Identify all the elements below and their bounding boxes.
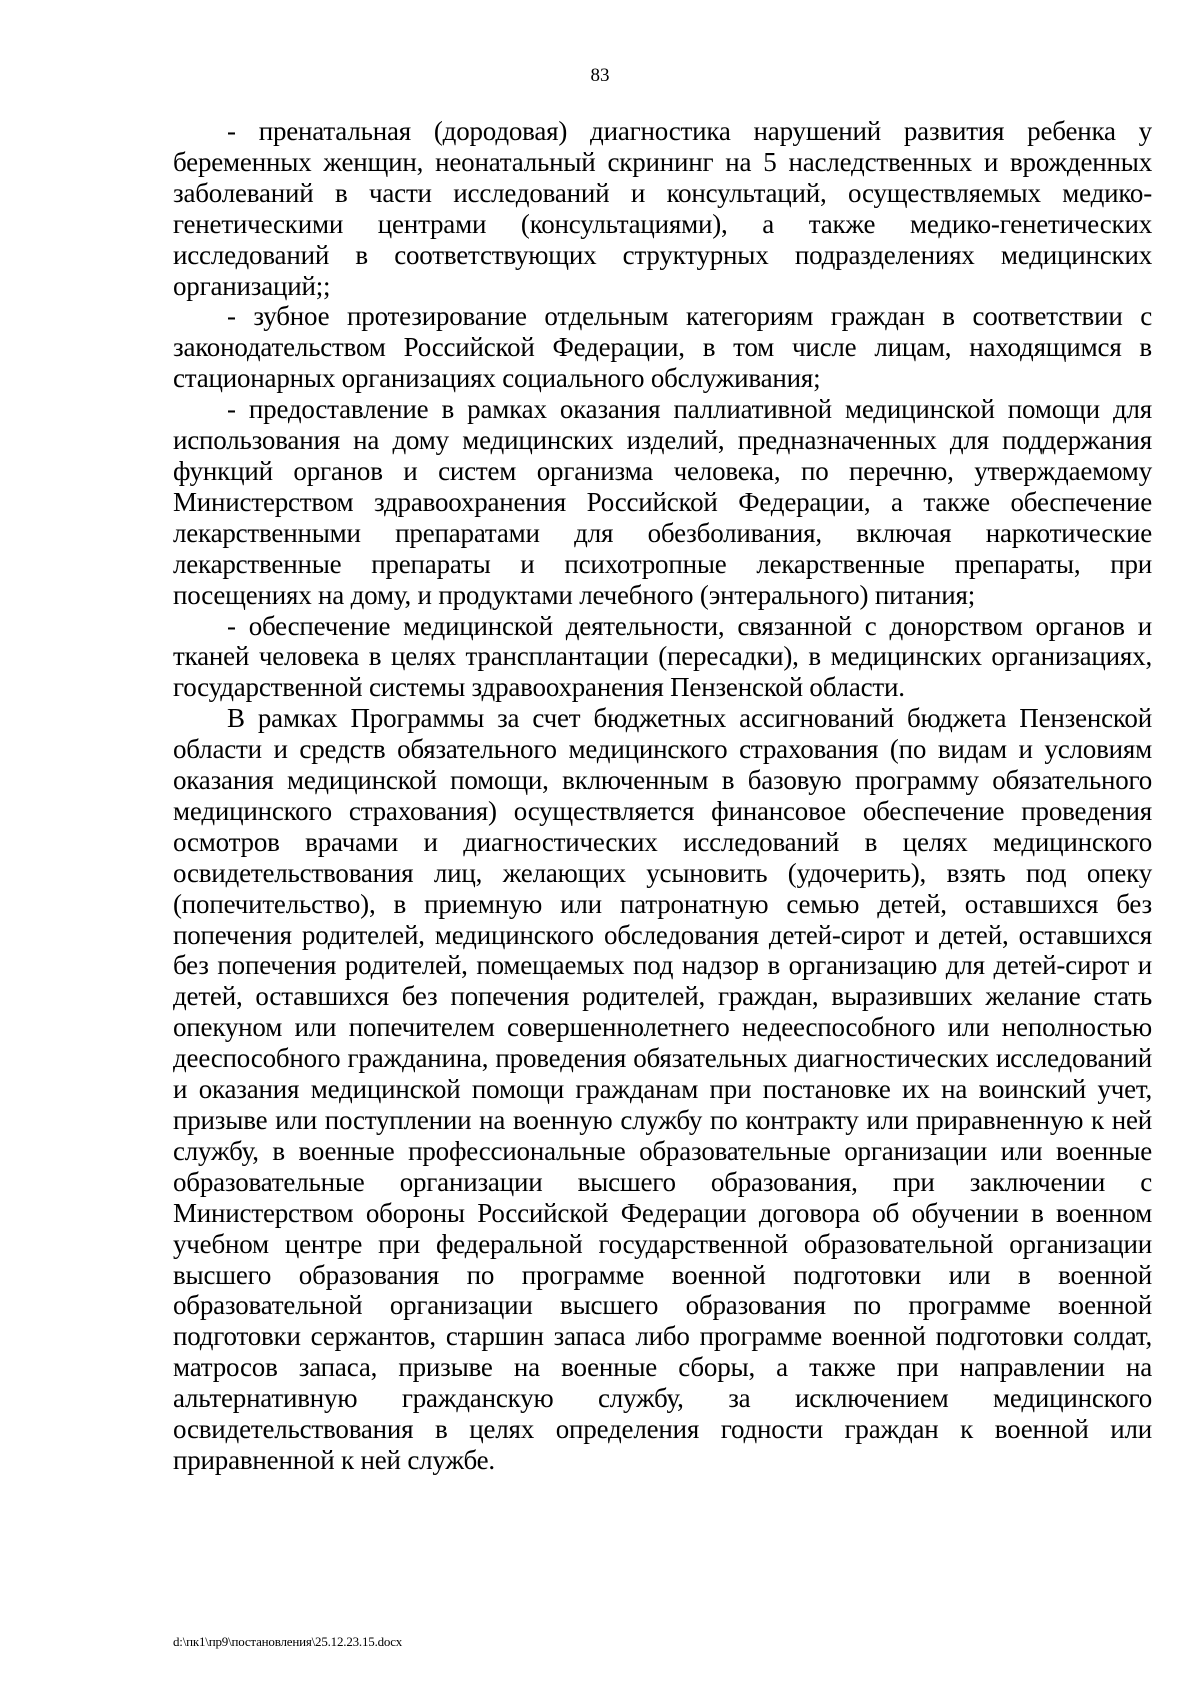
page-number: 83 (590, 65, 610, 86)
paragraph-palliative-care: - предоставление в рамках оказания паллиативной медицинской помощи для использования на дому медицинских изделий, предназначенных для поддержания функций органов и систем организма человека, по перечню, утверждаемому Министерством здравоохранения Российской Федерации, а также обеспечение лекарственными препаратами для обезболивания, включая наркотические лекарственные препараты и психотропные лекарственные препараты, при посещениях на дому, и продуктами лечебного (энтерального) питания; (173, 394, 1152, 610)
paragraph-prenatal-diagnostics: - пренатальная (дородовая) диагностика нарушений развития ребенка у беременных женщин, неонатальный скрининг на 5 наследственных и врожденных заболеваний в части исследований и консультаций, осуществляемых медико-генетическими центрами (консультациями), а также медико-генетических исследований в соответствующих структурных подразделениях медицинских организаций;; (173, 116, 1152, 301)
paragraph-organ-donation: - обеспечение медицинской деятельности, связанной с донорством органов и тканей человека в целях трансплантации (пересадки), в медицинских организациях, государственной системы здравоохранения Пензенской области. (173, 610, 1152, 703)
paragraph-dental-prosthetics: - зубное протезирование отдельным категориям граждан в соответствии с законодательством Российской Федерации, в том числе лицам, находящимся в стационарных организациях социального обслуживания; (173, 301, 1152, 394)
document-body (173, 116, 1152, 1476)
paragraph-program-financing: В рамках Программы за счет бюджетных ассигнований бюджета Пензенской области и средств обязательного медицинского страхования (по видам и условиям оказания медицинской помощи, включенным в базовую программу обязательного медицинского страхования) осуществляется финансовое обеспечение проведения осмотров врачами и диагностических исследований в целях медицинского освидетельствования лиц, желающих усыновить (удочерить), взять под опеку (попечительство), в приемную или патронатную семью детей, оставшихся без попечения родителей, медицинского обследования детей-сирот и детей, оставшихся без попечения родителей, помещаемых под надзор в организацию для детей-сирот и детей, оставшихся без попечения родителей, граждан, выразивших желание стать опекуном или попечителем совершеннолетнего недееспособного или неполностью дееспособного гражданина, проведения обязательных диагностических исследований и оказания медицинской помощи гражданам при постановке их на воинский учет, призыве или поступлении на военную службу по контракту или приравненную к ней службу, в военные профессиональные образовательные организации или военные образовательные организации высшего образования, при заключении с Министерством обороны Российской Федерации договора об обучении в военном учебном центре при федеральной государственной образовательной организации высшего образования по программе военной подготовки или в военной образовательной организации высшего образования по программе военной подготовки сержантов, старшин запаса либо программе военной подготовки солдат, матросов запаса, призыве на военные сборы, а также при направлении на альтернативную гражданскую службу, за исключением медицинского освидетельствования в целях определения годности граждан к военной или приравненной к ней службе. (173, 703, 1152, 1475)
footer-file-path: d:\пк1\пр9\постановления\25.12.23.15.docx (173, 1634, 403, 1649)
